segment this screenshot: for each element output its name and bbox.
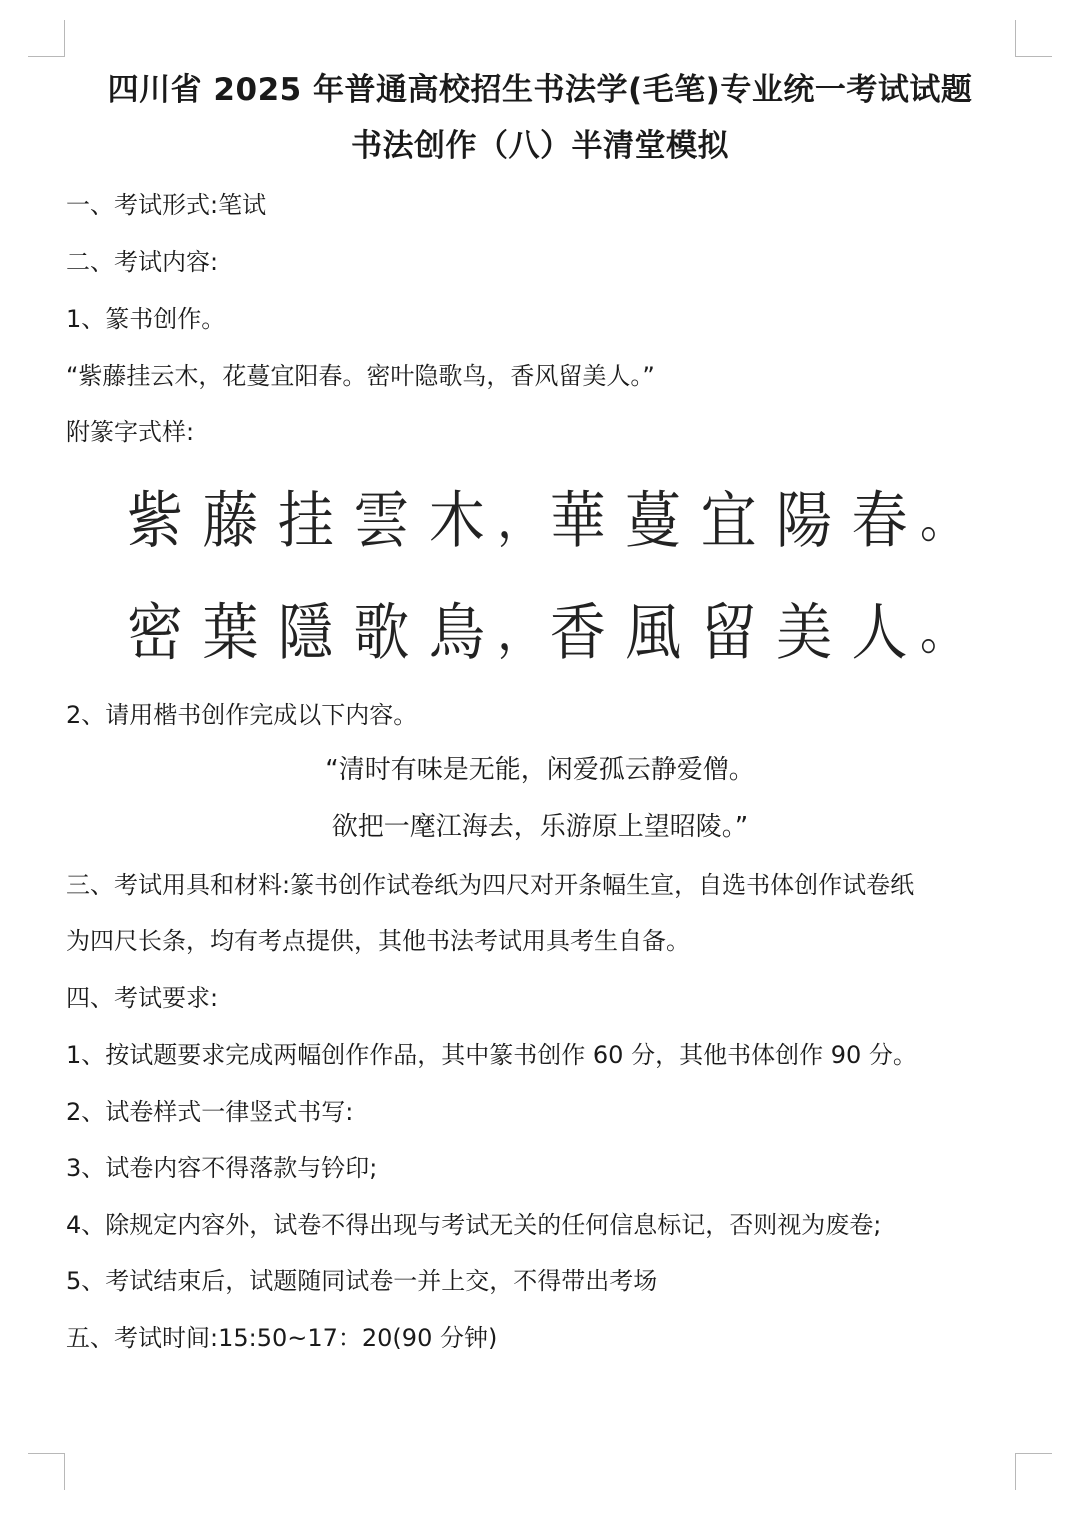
- document-subtitle: 书法创作（八）半清堂模拟: [351, 128, 729, 164]
- section-requirements: 四、考试要求:: [66, 984, 219, 1012]
- seal-punct: ，: [497, 601, 544, 661]
- corner-mark-top-right: [1015, 20, 1052, 57]
- requirement-5: 5、考试结束后，试题随同试卷一并上交，不得带出考场: [66, 1267, 658, 1295]
- seal-char: 隱: [277, 597, 334, 669]
- requirement-3: 3、试卷内容不得落款与钤印;: [66, 1154, 378, 1182]
- seal-char: 雲: [353, 485, 410, 557]
- seal-char: 蔓: [625, 485, 682, 557]
- seal-sample-row-2: [120, 588, 966, 669]
- seal-punct: 。: [919, 601, 966, 661]
- seal-char: 華: [549, 485, 606, 557]
- poem-regular-line-2: 欲把一麾江海去，乐游原上望昭陵。”: [331, 812, 749, 842]
- requirement-4: 4、除规定内容外，试卷不得出现与考试无关的任何信息标记，否则视为废卷;: [66, 1211, 882, 1239]
- item-regular-script: 2、请用楷书创作完成以下内容。: [66, 701, 418, 729]
- seal-char: 人: [851, 597, 908, 669]
- seal-char: 風: [625, 597, 682, 669]
- seal-punct: 。: [919, 489, 966, 549]
- corner-mark-top-left: [28, 20, 65, 57]
- requirement-1: 1、按试题要求完成两幅创作作品，其中篆书创作 60 分，其他书体创作 90 分。: [66, 1041, 917, 1069]
- seal-char: 香: [549, 597, 606, 669]
- seal-char: 鳥: [428, 597, 485, 669]
- corner-mark-bottom-left: [28, 1453, 65, 1490]
- seal-char: 藤: [202, 485, 259, 557]
- poem-regular-line-1: “清时有味是无能，闲爱孤云静爱僧。: [325, 755, 755, 785]
- document-title: 四川省 2025 年普通高校招生书法学(毛笔)专业统一考试试题: [107, 72, 973, 108]
- seal-char: 紫: [127, 485, 183, 557]
- seal-char: 留: [700, 597, 757, 669]
- seal-char: 春: [851, 485, 908, 557]
- section-exam-format: 一、考试形式:笔试: [66, 191, 267, 219]
- requirement-2: 2、试卷样式一律竖式书写:: [66, 1098, 354, 1126]
- seal-char: 美: [776, 597, 833, 669]
- seal-char: 陽: [776, 485, 833, 557]
- section-materials-line-1: 三、考试用具和材料:篆书创作试卷纸为四尺对开条幅生宣，自选书体创作试卷纸: [66, 871, 915, 899]
- seal-punct: ，: [497, 489, 544, 549]
- corner-mark-bottom-right: [1015, 1453, 1052, 1490]
- section-materials-line-2: 为四尺长条，均有考点提供，其他书法考试用具考生自备。: [66, 927, 690, 955]
- section-exam-content: 二、考试内容:: [66, 248, 219, 276]
- poem-seal-script: “紫藤挂云木，花蔓宜阳春。密叶隐歌鸟，香风留美人。”: [66, 362, 655, 390]
- seal-char: 挂: [277, 485, 334, 557]
- section-exam-time: 五、考试时间:15:50~17：20(90 分钟): [66, 1324, 498, 1352]
- sample-label: 附篆字式样:: [66, 418, 195, 446]
- seal-sample-row-1: [120, 476, 966, 557]
- seal-char: 歌: [353, 597, 410, 669]
- seal-char: 木: [428, 485, 485, 557]
- seal-char: 葉: [202, 597, 259, 669]
- seal-char: 密: [127, 597, 183, 669]
- item-seal-script: 1、篆书创作。: [66, 305, 226, 333]
- seal-char: 宜: [700, 485, 757, 557]
